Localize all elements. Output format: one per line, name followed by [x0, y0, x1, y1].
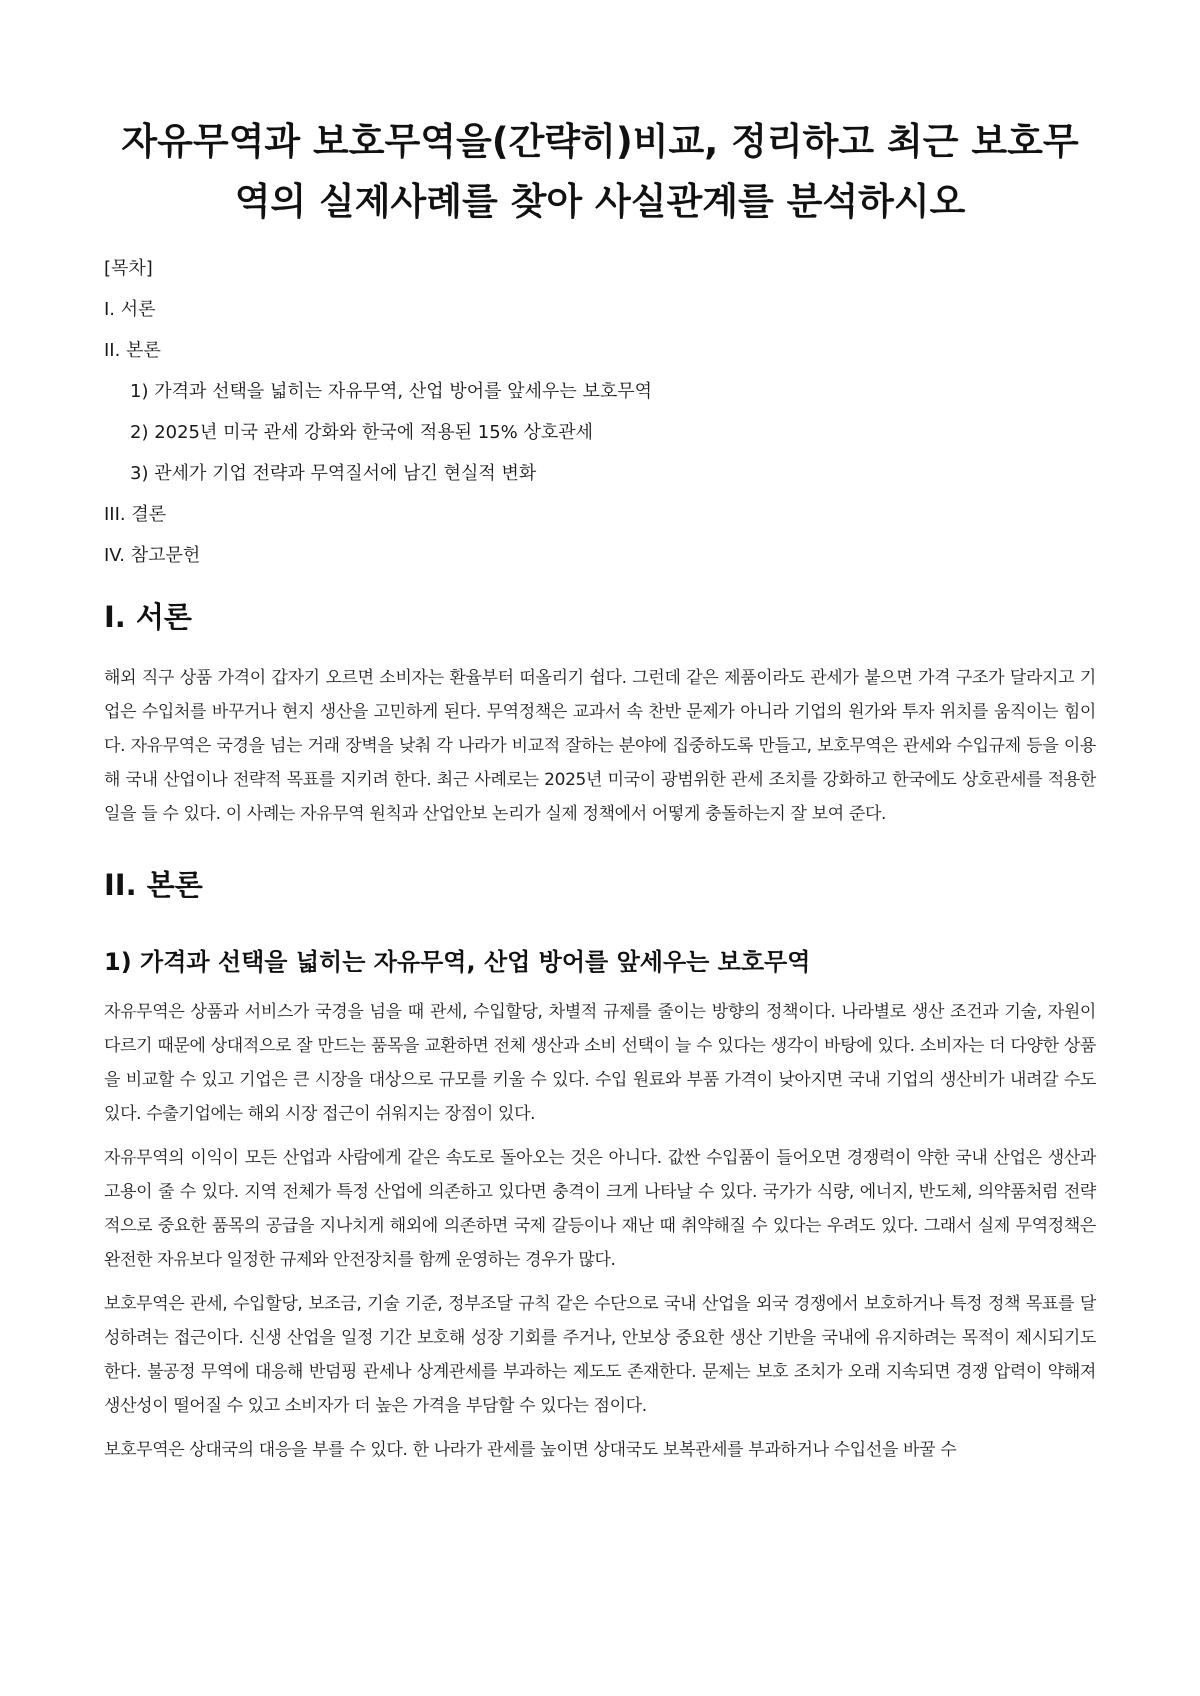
toc-item-body-2: 2) 2025년 미국 관세 강화와 한국에 적용된 15% 상호관세	[130, 422, 594, 443]
document-title: 자유무역과 보호무역을(간략히)비교, 정리하고 최근 보호무역의 실제사례를 찾아 사실관계를 분석하시오	[121, 120, 1079, 223]
toc-item-intro: I. 서론	[104, 299, 156, 320]
body-paragraph-2: 자유무역의 이익이 모든 산업과 사람에게 같은 속도로 돌아오는 것은 아니다. 값싼 수입품이 들어오면 경쟁력이 약한 국내 산업은 생산과 고용이 줄 수 있다. 지역 전체가 특정 산업에 의존하고 있다면 충격이 크게 나타날 수 있다. 국가가 식량, 에너지, 반도체, 의약품처럼 전략적으로 중요한 품목의 공급을 지나치게 해외에 의존하면 국제 갈등이나 재난 때 취약해질 수 있다는 우려도 있다. 그래서 실제 무역정책은 완전한 자유보다 일정한 규제와 안전장치를 함께 운영하는 경우가 많다.	[104, 1148, 1096, 1270]
body-paragraph-3: 보호무역은 관세, 수입할당, 보조금, 기술 기준, 정부조달 규칙 같은 수단으로 국내 산업을 외국 경쟁에서 보호하거나 특정 정책 목표를 달성하려는 접근이다. 신생 산업을 일정 기간 보호해 성장 기회를 주거나, 안보상 중요한 생산 기반을 국내에 유지하려는 목적이 제시되기도 한다. 불공정 무역에 대응해 반덤핑 관세나 상계관세를 부과하는 제도도 존재한다. 문제는 보호 조치가 오래 지속되면 경쟁 압력이 약해져 생산성이 떨어질 수 있고 소비자가 더 높은 가격을 부담할 수 있다는 점이다.	[104, 1294, 1096, 1416]
intro-heading: I. 서론	[104, 600, 192, 634]
body-paragraph-1: 자유무역은 상품과 서비스가 국경을 넘을 때 관세, 수입할당, 차별적 규제를 줄이는 방향의 정책이다. 나라별로 생산 조건과 기술, 자원이 다르기 때문에 상대적으로 잘 만드는 품목을 교환하면 전체 생산과 소비 선택이 늘 수 있다는 생각이 바탕에 있다. 소비자는 더 다양한 상품을 비교할 수 있고 기업은 큰 시장을 대상으로 규모를 키울 수 있다. 수입 원료와 부품 가격이 낮아지면 국내 기업의 생산비가 내려갈 수도 있다. 수출기업에는 해외 시장 접근이 쉬워지는 장점이 있다.	[104, 1002, 1096, 1124]
intro-paragraph: 해외 직구 상품 가격이 갑자기 오르면 소비자는 환율부터 떠올리기 쉽다. 그런데 같은 제품이라도 관세가 붙으면 가격 구조가 달라지고 기업은 수입처를 바꾸거나 현지 생산을 고민하게 된다. 무역정책은 교과서 속 찬반 문제가 아니라 기업의 원가와 투자 위치를 움직이는 힘이다. 자유무역은 국경을 넘는 거래 장벽을 낮춰 각 나라가 비교적 잘하는 분야에 집중하도록 만들고, 보호무역은 관세와 수입규제 등을 이용해 국내 산업이나 전략적 목표를 지키려 한다. 최근 사례로는 2025년 미국이 광범위한 관세 조치를 강화하고 한국에도 상호관세를 적용한 일을 들 수 있다. 이 사례는 자유무역 원칙과 산업안보 논리가 실제 정책에서 어떻게 충돌하는지 잘 보여 준다.	[104, 668, 1096, 824]
subsection-1-heading: 1) 가격과 선택을 넓히는 자유무역, 산업 방어를 앞세우는 보호무역	[104, 948, 811, 976]
body-heading: II. 본론	[104, 868, 203, 902]
toc-item-body: II. 본론	[104, 340, 161, 361]
toc-item-body-1: 1) 가격과 선택을 넓히는 자유무역, 산업 방어를 앞세우는 보호무역	[130, 381, 653, 402]
toc-item-body-3: 3) 관세가 기업 전략과 무역질서에 남긴 현실적 변화	[130, 463, 537, 484]
table-of-contents	[104, 258, 1096, 567]
toc-item-references: IV. 참고문헌	[104, 545, 201, 566]
toc-heading: [목차]	[104, 258, 153, 279]
body-paragraph-4: 보호무역은 상대국의 대응을 부를 수 있다. 한 나라가 관세를 높이면 상대국도 보복관세를 부과하거나 수입선을 바꿀 수	[104, 1440, 957, 1460]
toc-item-conclusion: III. 결론	[104, 504, 167, 525]
